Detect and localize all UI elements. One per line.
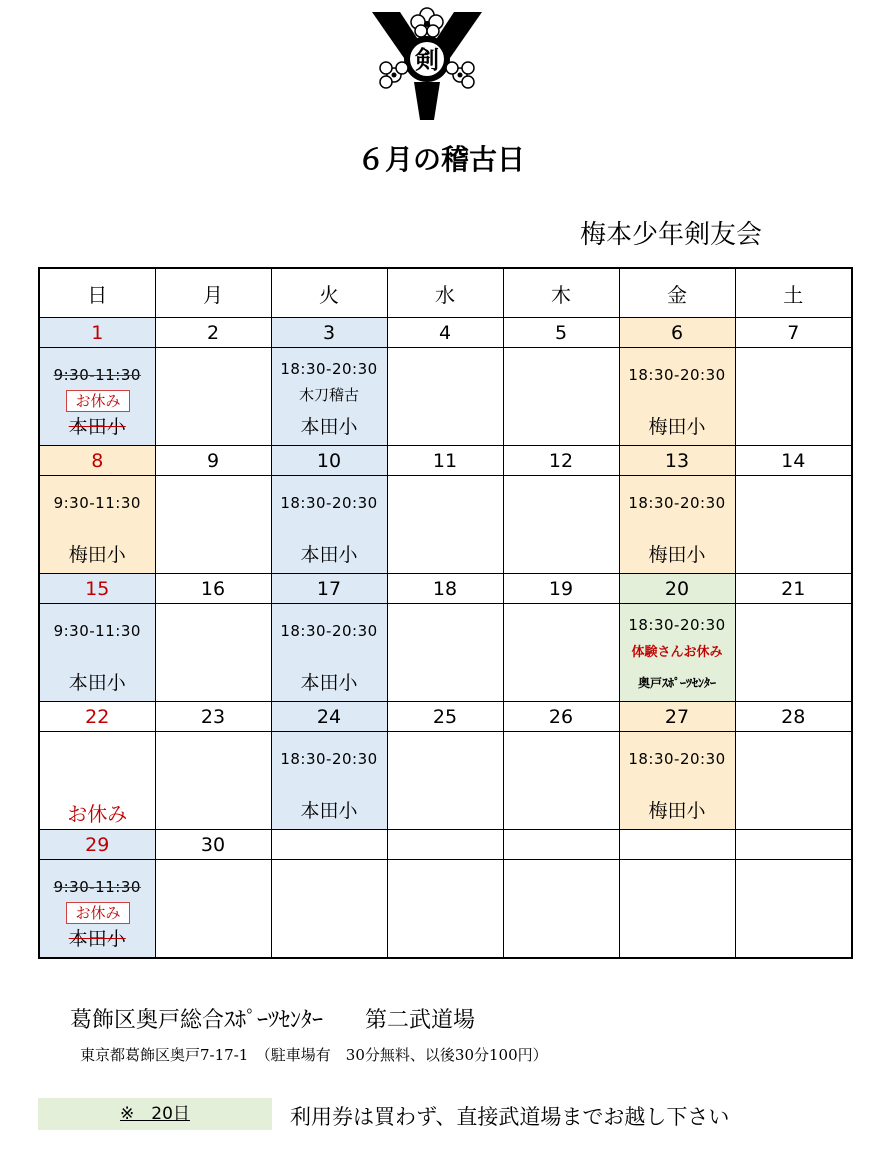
schedule-cell-empty — [735, 732, 852, 830]
venue: 本田小 — [68, 672, 126, 694]
venue: 本田小 — [300, 544, 358, 566]
date-cell: 16 — [155, 574, 271, 604]
date-cell: 2 — [155, 318, 271, 348]
date-cell: 11 — [387, 446, 503, 476]
venue-line — [70, 1003, 475, 1034]
schedule-cell-empty — [387, 604, 503, 702]
date-cell: 14 — [735, 446, 852, 476]
venue-name: 葛飾区奥戸総合ｽﾎﾟｰﾂｾﾝﾀｰ — [70, 1008, 324, 1033]
venue: 本田小 — [300, 672, 358, 694]
date-cell: 26 — [503, 702, 619, 732]
club-crest-logo — [366, 4, 488, 122]
schedule-cell-cancelled — [39, 348, 155, 446]
date-row — [39, 574, 852, 604]
date-cell: 19 — [503, 574, 619, 604]
weekday-mon: 月 — [155, 268, 271, 318]
schedule-cell-empty — [387, 348, 503, 446]
schedule-cell-empty — [503, 604, 619, 702]
time: 18:30-20:30 — [628, 494, 726, 512]
venue: 本田小 — [300, 416, 358, 438]
venue-hall: 第二武道場 — [365, 1008, 476, 1033]
practice-calendar — [38, 267, 853, 959]
venue: 本田小 — [300, 800, 358, 822]
time: 18:30-20:30 — [280, 750, 378, 768]
date-cell: 1 — [39, 318, 155, 348]
schedule-row — [39, 476, 852, 574]
date-cell — [271, 830, 387, 860]
date-cell: 18 — [387, 574, 503, 604]
footnote-mark: ※ 20日 — [120, 1104, 190, 1124]
date-cell: 20 — [619, 574, 735, 604]
weekday-tue: 火 — [271, 268, 387, 318]
schedule-row — [39, 604, 852, 702]
date-cell: 15 — [39, 574, 155, 604]
venue: 梅田小 — [648, 544, 706, 566]
venue: 本田小 — [68, 928, 126, 950]
schedule-cell-empty — [735, 348, 852, 446]
date-cell: 27 — [619, 702, 735, 732]
venue: 本田小 — [68, 416, 126, 438]
schedule-cell-cancelled — [39, 860, 155, 959]
schedule-cell-empty — [735, 604, 852, 702]
schedule-cell-empty — [271, 860, 387, 959]
schedule-cell-special — [619, 604, 735, 702]
schedule-cell-empty — [387, 476, 503, 574]
schedule-cell-empty — [387, 860, 503, 959]
schedule-cell — [39, 604, 155, 702]
svg-text:剣: 剣 — [415, 46, 439, 74]
time: 18:30-20:30 — [628, 616, 726, 634]
date-cell: 4 — [387, 318, 503, 348]
date-cell: 25 — [387, 702, 503, 732]
date-cell: 9 — [155, 446, 271, 476]
date-cell: 6 — [619, 318, 735, 348]
schedule-cell-empty — [503, 348, 619, 446]
club-name: 梅本少年剣友会 — [580, 220, 763, 250]
date-cell — [735, 830, 852, 860]
date-row — [39, 318, 852, 348]
venue: 梅田小 — [68, 544, 126, 566]
practice-type: 木刀稽古 — [298, 386, 359, 404]
date-cell: 30 — [155, 830, 271, 860]
venue: 奥戸ｽﾎﾟｰﾂｾﾝﾀｰ — [637, 676, 716, 690]
date-cell: 21 — [735, 574, 852, 604]
time: 18:30-20:30 — [628, 750, 726, 768]
schedule-cell — [271, 476, 387, 574]
time: 9:30-11:30 — [53, 622, 141, 640]
date-cell — [503, 830, 619, 860]
weekday-thu: 木 — [503, 268, 619, 318]
schedule-cell — [619, 348, 735, 446]
schedule-cell-empty — [735, 476, 852, 574]
time: 18:30-20:30 — [280, 494, 378, 512]
date-row — [39, 702, 852, 732]
schedule-row — [39, 860, 852, 959]
footnote-marker — [38, 1098, 272, 1130]
schedule-row — [39, 348, 852, 446]
date-cell: 5 — [503, 318, 619, 348]
schedule-cell-empty — [387, 732, 503, 830]
time: 9:30-11:30 — [53, 878, 141, 896]
weekday-sun: 日 — [39, 268, 155, 318]
date-cell: 8 — [39, 446, 155, 476]
weekday-wed: 水 — [387, 268, 503, 318]
time: 9:30-11:30 — [53, 494, 141, 512]
closed-label: お休み — [67, 802, 128, 826]
trial-closed-note: 体験さんお休み — [631, 645, 723, 660]
date-cell: 22 — [39, 702, 155, 732]
schedule-cell-empty — [155, 476, 271, 574]
venue: 梅田小 — [648, 800, 706, 822]
schedule-cell — [271, 348, 387, 446]
schedule-cell — [619, 732, 735, 830]
schedule-cell-closed — [39, 732, 155, 830]
schedule-cell-empty — [503, 860, 619, 959]
schedule-cell-empty — [155, 604, 271, 702]
date-cell: 17 — [271, 574, 387, 604]
date-cell: 23 — [155, 702, 271, 732]
weekday-header-row — [39, 268, 852, 318]
schedule-cell-empty — [735, 860, 852, 959]
time: 18:30-20:30 — [280, 360, 378, 378]
schedule-cell-empty — [155, 860, 271, 959]
schedule-cell-empty — [155, 348, 271, 446]
date-cell: 7 — [735, 318, 852, 348]
date-row — [39, 830, 852, 860]
venue: 梅田小 — [648, 416, 706, 438]
date-cell: 29 — [39, 830, 155, 860]
date-cell: 10 — [271, 446, 387, 476]
footnote-text: 利用券は買わず、直接武道場までお越し下さい — [290, 1105, 730, 1129]
date-row — [39, 446, 852, 476]
date-cell: 3 — [271, 318, 387, 348]
weekday-fri: 金 — [619, 268, 735, 318]
venue-address: 東京都葛飾区奥戸7-17-1 （駐車場有 30分無料、以後30分100円） — [80, 1046, 548, 1064]
date-cell — [387, 830, 503, 860]
date-cell: 12 — [503, 446, 619, 476]
schedule-cell — [619, 476, 735, 574]
time: 18:30-20:30 — [628, 366, 726, 384]
date-cell: 13 — [619, 446, 735, 476]
cancelled-badge: お休み — [66, 390, 130, 412]
schedule-cell-empty — [155, 732, 271, 830]
time: 9:30-11:30 — [53, 366, 141, 384]
time: 18:30-20:30 — [280, 622, 378, 640]
date-cell: 28 — [735, 702, 852, 732]
date-cell: 24 — [271, 702, 387, 732]
schedule-cell-empty — [503, 476, 619, 574]
schedule-cell — [271, 604, 387, 702]
page-title: ６月の稽古日 — [356, 143, 525, 176]
schedule-cell-empty — [503, 732, 619, 830]
schedule-cell-empty — [619, 860, 735, 959]
cancelled-badge: お休み — [66, 902, 130, 924]
schedule-cell — [39, 476, 155, 574]
schedule-row — [39, 732, 852, 830]
date-cell — [619, 830, 735, 860]
schedule-cell — [271, 732, 387, 830]
weekday-sat: 土 — [735, 268, 852, 318]
